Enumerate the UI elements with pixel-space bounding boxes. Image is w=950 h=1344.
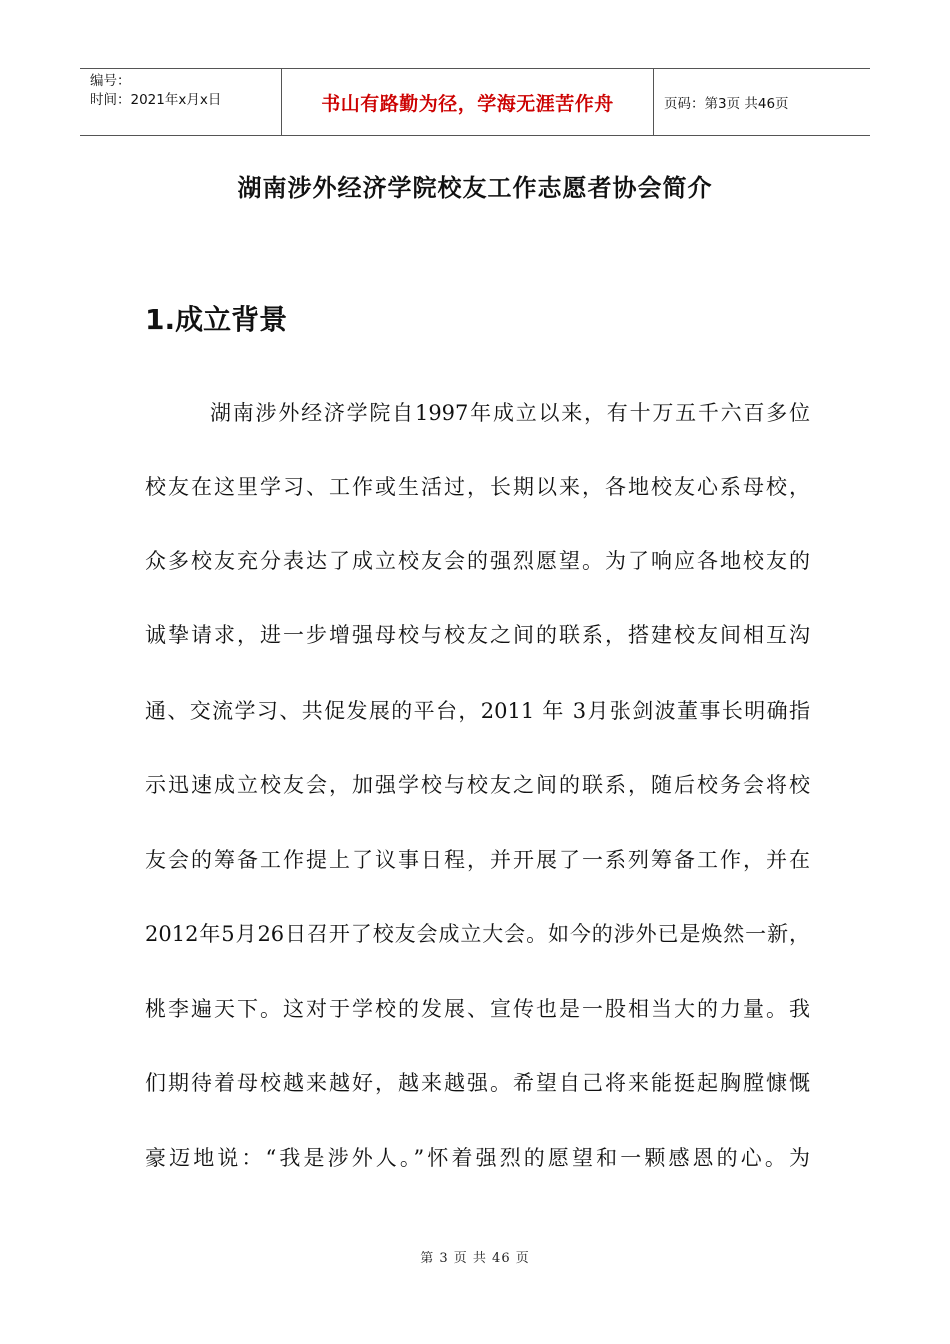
- time-label: 时间：2021年x月x日: [90, 92, 222, 108]
- paragraph-line: 们期待着母校越来越好，越来越强。希望自己将来能挺起胸膛慷慨: [145, 1071, 810, 1095]
- paragraph-line: 众多校友充分表达了成立校友会的强烈愿望。为了响应各地校友的: [145, 549, 810, 573]
- paragraph-line: 校友在这里学习、工作或生活过，长期以来，各地校友心系母校，: [145, 475, 810, 499]
- section-heading: 1.成立背景: [145, 303, 288, 336]
- paragraph-line: 桃李遍天下。这对于学校的发展、宣传也是一股相当大的力量。我: [145, 997, 810, 1021]
- paragraph-line: 豪迈地说：“我是涉外人。”怀着强烈的愿望和一颗感恩的心。为: [145, 1146, 810, 1170]
- paragraph-line: 通、交流学习、共促发展的平台，2011 年 3月张剑波董事长明确指: [145, 699, 810, 723]
- number-label: 编号：: [90, 73, 131, 89]
- paragraph-line: 示迅速成立校友会，加强学校与校友之间的联系，随后校务会将校: [145, 773, 810, 797]
- paragraph-line: 2012年5月26日召开了校友会成立大会。如今的涉外已是焕然一新，: [145, 922, 810, 946]
- header-table: [80, 68, 870, 136]
- header-motto: 书山有路勤为径，学海无涯苦作舟: [282, 69, 654, 135]
- header-page-info: 页码：第3页 共46页: [664, 96, 789, 112]
- paragraph-line: 湖南涉外经济学院自1997年成立以来，有十万五千六百多位: [210, 401, 810, 425]
- page-footer: 第 3 页 共 46 页: [420, 1251, 530, 1266]
- header-meta: [80, 69, 282, 135]
- paragraph-line: 诚挚请求，进一步增强母校与校友之间的联系，搭建校友间相互沟: [145, 623, 810, 647]
- document-title: 湖南涉外经济学院校友工作志愿者协会简介: [237, 174, 713, 202]
- paragraph-line: 友会的筹备工作提上了议事日程，并开展了一系列筹备工作，并在: [145, 848, 810, 872]
